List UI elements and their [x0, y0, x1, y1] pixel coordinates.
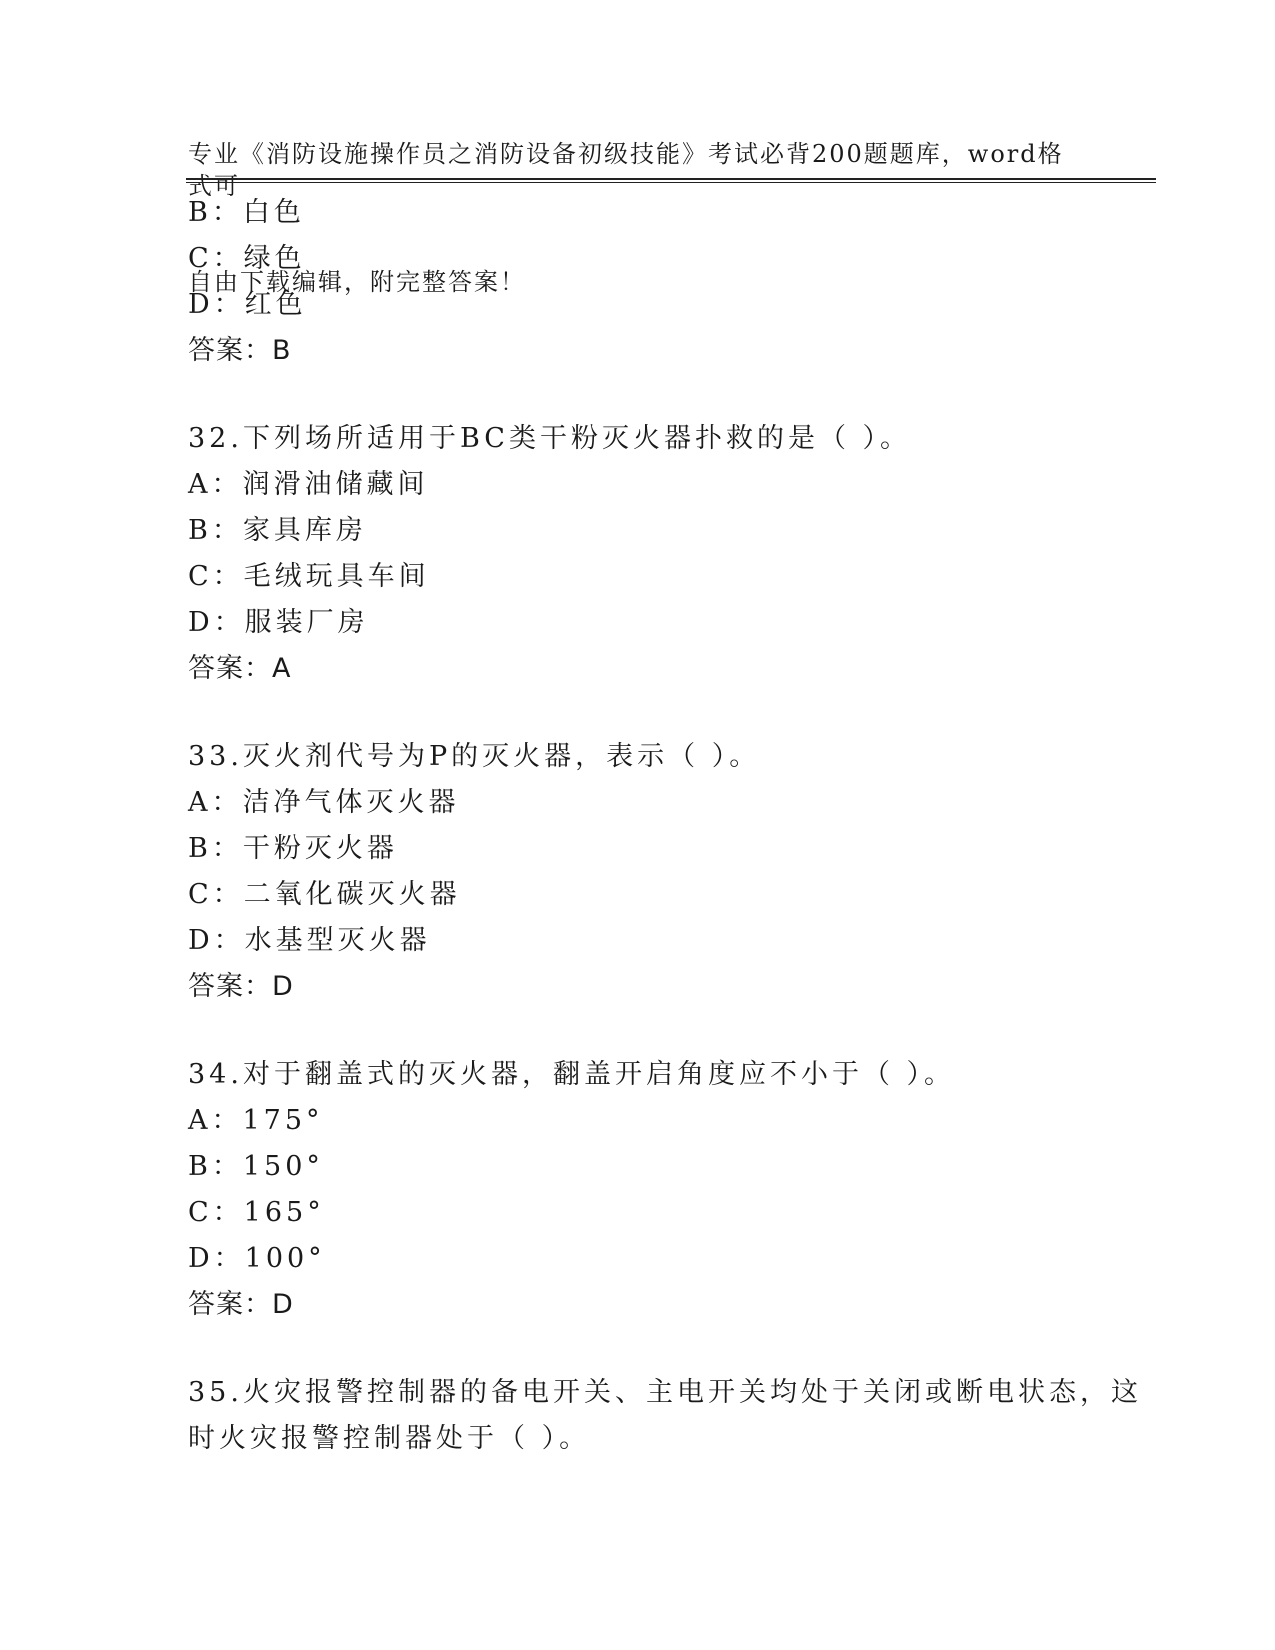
option-d: D：水基型灭火器: [188, 925, 431, 956]
answer-line: 答案：A: [188, 653, 292, 684]
option-b: B：家具库房: [188, 515, 367, 546]
option-a: A：洁净气体灭火器: [188, 787, 460, 818]
question-stem-line-1: 35.火灾报警控制器的备电开关、主电开关均处于关闭或断电状态，这: [188, 1377, 1142, 1408]
question-stem-line-2: 时火灾报警控制器处于（ ）。: [188, 1423, 591, 1454]
option-c: C：绿色: [188, 243, 306, 274]
question-stem: 34.对于翻盖式的灭火器，翻盖开启角度应不小于（ ）。: [188, 1059, 956, 1090]
answer-line: 答案：B: [188, 335, 292, 366]
option-d: D：红色: [188, 289, 307, 320]
question-34: [188, 1052, 1148, 1328]
option-d: D：100°: [188, 1243, 326, 1274]
question-32: [188, 416, 1148, 692]
answer-line: 答案：D: [188, 1289, 294, 1320]
question-33: [188, 734, 1148, 1010]
question-list: [188, 190, 1148, 1462]
option-a: A：润滑油储藏间: [188, 469, 429, 500]
option-b: B：白色: [188, 197, 305, 228]
option-c: C：毛绒玩具车间: [188, 561, 430, 592]
answer-line: 答案：D: [188, 971, 294, 1002]
header-divider: [186, 178, 1156, 183]
option-b: B：150°: [188, 1151, 324, 1182]
option-b: B：干粉灭火器: [188, 833, 398, 864]
option-c: C：165°: [188, 1197, 325, 1228]
option-d: D：服装厂房: [188, 607, 369, 638]
question-stem: 33.灭火剂代号为P的灭火器，表示（ ）。: [188, 741, 761, 772]
option-a: A：175°: [188, 1105, 324, 1136]
option-c: C：二氧化碳灭火器: [188, 879, 461, 910]
question-31-tail: [188, 190, 1148, 374]
header-line-2: 自由下载编辑，附完整答案！: [188, 268, 526, 296]
question-35: [188, 1370, 1148, 1462]
question-stem: 32.下列场所适用于BC类干粉灭火器扑救的是（ ）。: [188, 423, 912, 454]
header-line-1: 专业《消防设施操作员之消防设备初级技能》考试必背200题题库，word格式可: [188, 140, 1064, 200]
